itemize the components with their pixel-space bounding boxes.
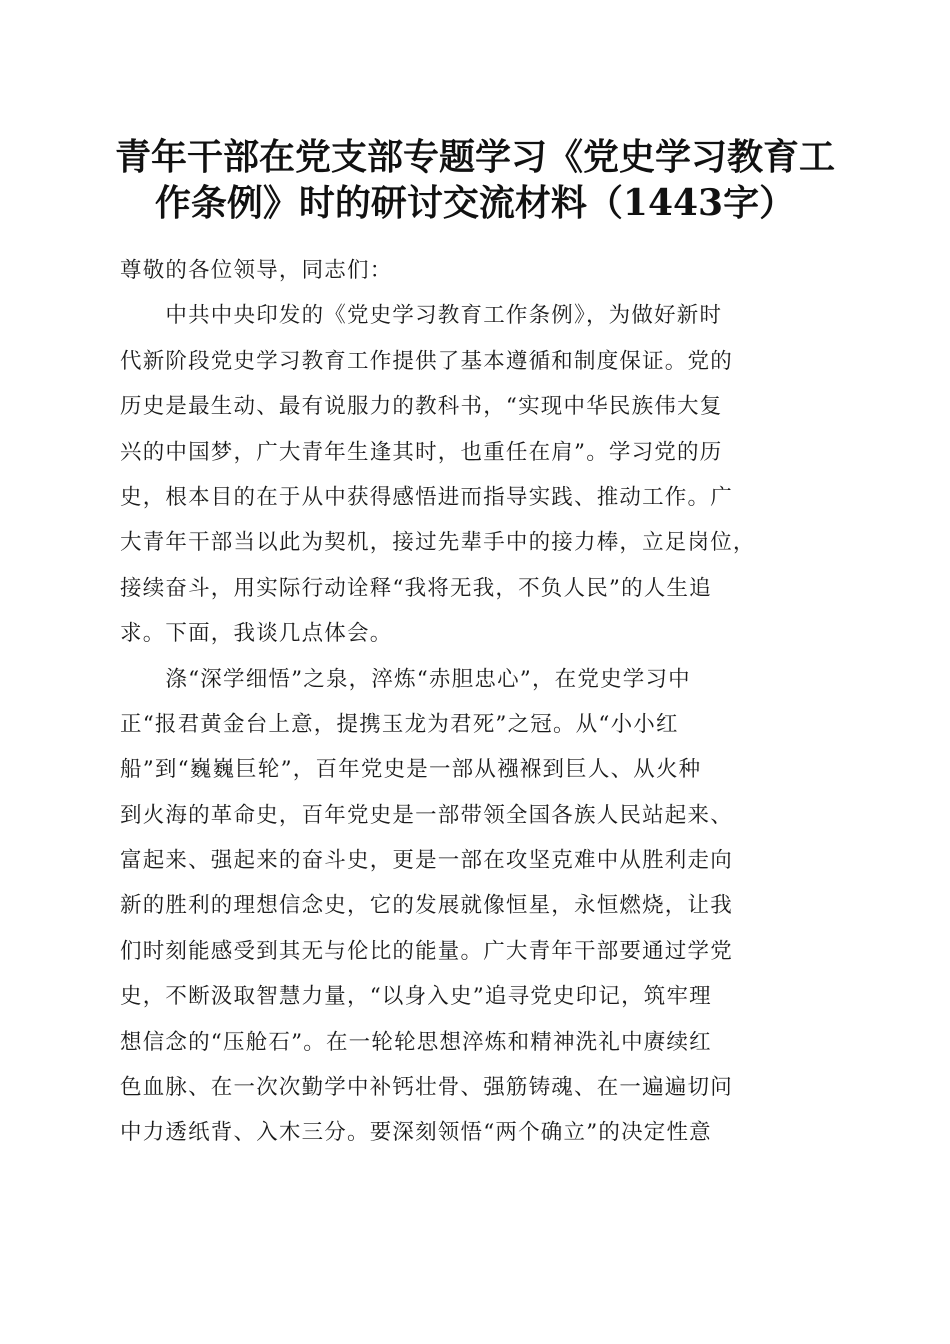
body-line: 历史是最生动、最有说服力的教科书，“实现中华民族伟大复 — [120, 394, 723, 420]
document-body — [120, 248, 832, 1156]
body-line: 求。下面，我谈几点体会。 — [120, 621, 393, 647]
body-line: 正“报君黄金台上意，提携玉龙为君死”之冠。从“小小红 — [120, 711, 679, 737]
body-line: 接续奋斗，用实际行动诠释“我将无我，不负人民”的人生追 — [120, 575, 712, 601]
body-line: 大青年干部当以此为契机，接过先辈手中的接力棒，立足岗位， — [120, 530, 756, 556]
body-line: 史，根本目的在于从中获得感悟进而指导实践、推动工作。广 — [120, 484, 733, 510]
document-title — [110, 134, 840, 226]
body-line: 船”到“巍巍巨轮”，百年党史是一部从襁褓到巨人、从火种 — [120, 757, 702, 783]
body-line: 想信念的“压舱石”。在一轮轮思想淬炼和精神洗礼中赓续红 — [120, 1029, 712, 1055]
body-line: 中力透纸背、入木三分。要深刻领悟“两个确立”的决定性意 — [120, 1120, 712, 1146]
body-line: 色血脉、在一次次勤学中补钙壮骨、强筋铸魂、在一遍遍切问 — [120, 1075, 733, 1101]
body-line: 富起来、强起来的奋斗史，更是一部在攻坚克难中从胜利走向 — [120, 848, 733, 874]
body-line: 到火海的革命史，百年党史是一部带领全国各族人民站起来、 — [120, 802, 733, 828]
salutation: 尊敬的各位领导，同志们： — [120, 258, 393, 283]
body-line: 代新阶段党史学习教育工作提供了基本遵循和制度保证。党的 — [120, 348, 733, 374]
body-line: 们时刻能感受到其无与伦比的能量。广大青年干部要通过学党 — [120, 938, 733, 964]
body-line: 涤“深学细悟”之泉，淬炼“赤胆忠心”，在党史学习中 — [120, 666, 691, 692]
body-line: 兴的中国梦，广大青年生逢其时，也重任在肩”。学习党的历 — [120, 439, 723, 465]
title-line-2: 作条例》时的研讨交流材料（1443字） — [154, 182, 796, 224]
body-line: 中共中央印发的《党史学习教育工作条例》，为做好新时 — [120, 303, 723, 329]
title-line-1: 青年干部在党支部专题学习《党史学习教育工 — [114, 136, 835, 178]
body-line: 新的胜利的理想信念史，它的发展就像恒星，永恒燃烧，让我 — [120, 893, 733, 919]
body-line: 史，不断汲取智慧力量，“以身入史”追寻党史印记，筑牢理 — [120, 984, 712, 1010]
